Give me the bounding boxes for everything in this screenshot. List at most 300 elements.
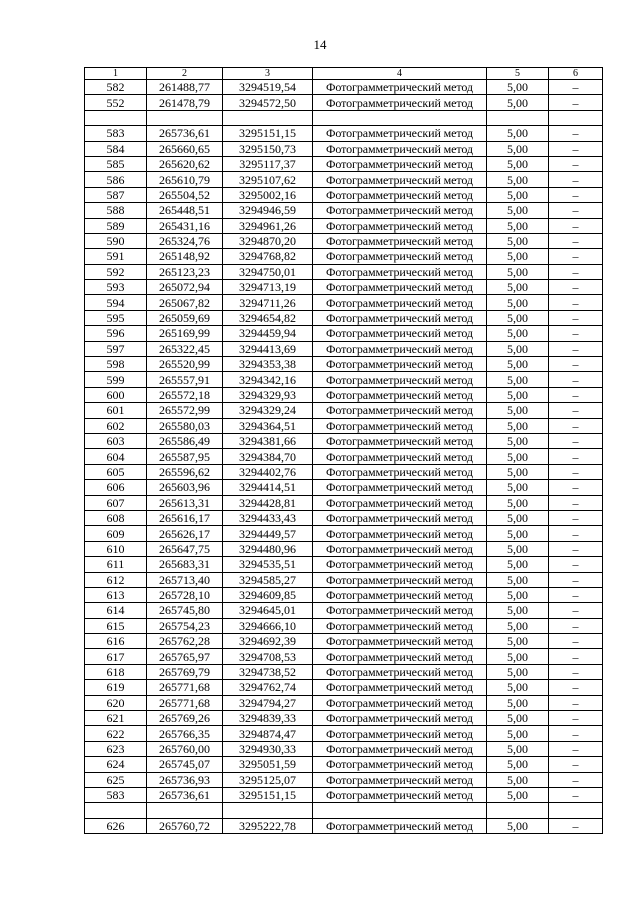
method-cell: Фотограмметрический метод bbox=[313, 618, 487, 633]
note-cell: – bbox=[549, 634, 603, 649]
point-number-cell: 624 bbox=[85, 757, 147, 772]
table-row bbox=[85, 233, 603, 248]
note-cell: – bbox=[549, 264, 603, 279]
method-cell: Фотограмметрический метод bbox=[313, 495, 487, 510]
table-row bbox=[85, 80, 603, 95]
x-coordinate-cell: 265771,68 bbox=[147, 695, 223, 710]
note-cell: – bbox=[549, 233, 603, 248]
point-number-cell: 615 bbox=[85, 618, 147, 633]
accuracy-cell: 5,00 bbox=[487, 557, 549, 572]
point-number-cell: 599 bbox=[85, 372, 147, 387]
x-coordinate-cell: 265572,99 bbox=[147, 403, 223, 418]
note-cell: – bbox=[549, 711, 603, 726]
y-coordinate-cell: 3294433,43 bbox=[223, 510, 313, 525]
point-number-cell: 607 bbox=[85, 495, 147, 510]
y-coordinate-cell: 3295125,07 bbox=[223, 772, 313, 787]
x-coordinate-cell: 265736,61 bbox=[147, 126, 223, 141]
column-header: 6 bbox=[549, 68, 603, 80]
accuracy-cell: 5,00 bbox=[487, 156, 549, 171]
y-coordinate-cell: 3294750,01 bbox=[223, 264, 313, 279]
method-cell: Фотограмметрический метод bbox=[313, 741, 487, 756]
x-coordinate-cell: 265766,35 bbox=[147, 726, 223, 741]
y-coordinate-cell: 3294381,66 bbox=[223, 433, 313, 448]
accuracy-cell: 5,00 bbox=[487, 264, 549, 279]
point-number-cell: 613 bbox=[85, 587, 147, 602]
method-cell: Фотограмметрический метод bbox=[313, 249, 487, 264]
x-coordinate-cell: 265169,99 bbox=[147, 326, 223, 341]
y-coordinate-cell: 3294708,53 bbox=[223, 649, 313, 664]
x-coordinate-cell: 265596,62 bbox=[147, 464, 223, 479]
method-cell: Фотограмметрический метод bbox=[313, 480, 487, 495]
table-row bbox=[85, 495, 603, 510]
method-cell: Фотограмметрический метод bbox=[313, 680, 487, 695]
method-cell: Фотограмметрический метод bbox=[313, 326, 487, 341]
x-coordinate-cell: 265504,52 bbox=[147, 187, 223, 202]
point-number-cell: 583 bbox=[85, 126, 147, 141]
table-row bbox=[85, 187, 603, 202]
y-coordinate-cell: 3294961,26 bbox=[223, 218, 313, 233]
note-cell: – bbox=[549, 726, 603, 741]
table-row bbox=[85, 464, 603, 479]
y-coordinate-cell: 3294666,10 bbox=[223, 618, 313, 633]
x-coordinate-cell: 265059,69 bbox=[147, 310, 223, 325]
method-cell: Фотограмметрический метод bbox=[313, 156, 487, 171]
y-coordinate-cell: 3294384,70 bbox=[223, 449, 313, 464]
accuracy-cell: 5,00 bbox=[487, 218, 549, 233]
y-coordinate-cell: 3295002,16 bbox=[223, 187, 313, 202]
x-coordinate-cell: 265683,31 bbox=[147, 557, 223, 572]
point-number-cell: 602 bbox=[85, 418, 147, 433]
table-row bbox=[85, 587, 603, 602]
x-coordinate-cell: 265067,82 bbox=[147, 295, 223, 310]
y-coordinate-cell: 3294585,27 bbox=[223, 572, 313, 587]
accuracy-cell: 5,00 bbox=[487, 787, 549, 802]
accuracy-cell: 5,00 bbox=[487, 541, 549, 556]
y-coordinate-cell: 3295051,59 bbox=[223, 757, 313, 772]
accuracy-cell: 5,00 bbox=[487, 587, 549, 602]
x-coordinate-cell: 265148,92 bbox=[147, 249, 223, 264]
point-number-cell: 590 bbox=[85, 233, 147, 248]
note-cell: – bbox=[549, 218, 603, 233]
coordinates-table bbox=[84, 67, 603, 834]
point-number-cell: 605 bbox=[85, 464, 147, 479]
accuracy-cell: 5,00 bbox=[487, 95, 549, 110]
y-coordinate-cell: 3294874,47 bbox=[223, 726, 313, 741]
accuracy-cell: 5,00 bbox=[487, 433, 549, 448]
x-coordinate-cell: 265123,23 bbox=[147, 264, 223, 279]
y-coordinate-cell: 3295150,73 bbox=[223, 141, 313, 156]
method-cell: Фотограмметрический метод bbox=[313, 218, 487, 233]
method-cell: Фотограмметрический метод bbox=[313, 280, 487, 295]
accuracy-cell: 5,00 bbox=[487, 649, 549, 664]
x-coordinate-cell: 265616,17 bbox=[147, 510, 223, 525]
note-cell: – bbox=[549, 587, 603, 602]
accuracy-cell: 5,00 bbox=[487, 618, 549, 633]
accuracy-cell: 5,00 bbox=[487, 172, 549, 187]
note-cell: – bbox=[549, 572, 603, 587]
x-coordinate-cell: 265620,62 bbox=[147, 156, 223, 171]
accuracy-cell: 5,00 bbox=[487, 680, 549, 695]
point-number-cell: 595 bbox=[85, 310, 147, 325]
method-cell: Фотограмметрический метод bbox=[313, 310, 487, 325]
x-coordinate-cell bbox=[147, 110, 223, 125]
y-coordinate-cell: 3294692,39 bbox=[223, 634, 313, 649]
y-coordinate-cell: 3294768,82 bbox=[223, 249, 313, 264]
method-cell: Фотограмметрический метод bbox=[313, 510, 487, 525]
accuracy-cell: 5,00 bbox=[487, 295, 549, 310]
y-coordinate-cell: 3294930,33 bbox=[223, 741, 313, 756]
note-cell: – bbox=[549, 541, 603, 556]
note-cell: – bbox=[549, 310, 603, 325]
accuracy-cell: 5,00 bbox=[487, 310, 549, 325]
table-row bbox=[85, 664, 603, 679]
table-row bbox=[85, 510, 603, 525]
y-coordinate-cell: 3294645,01 bbox=[223, 603, 313, 618]
accuracy-cell: 5,00 bbox=[487, 695, 549, 710]
accuracy-cell: 5,00 bbox=[487, 141, 549, 156]
x-coordinate-cell: 265603,96 bbox=[147, 480, 223, 495]
point-number-cell: 600 bbox=[85, 387, 147, 402]
y-coordinate-cell: 3294342,16 bbox=[223, 372, 313, 387]
table-row bbox=[85, 110, 603, 125]
point-number-cell: 616 bbox=[85, 634, 147, 649]
note-cell: – bbox=[549, 464, 603, 479]
point-number-cell: 614 bbox=[85, 603, 147, 618]
note-cell: – bbox=[549, 741, 603, 756]
method-cell: Фотограмметрический метод bbox=[313, 818, 487, 833]
x-coordinate-cell: 265322,45 bbox=[147, 341, 223, 356]
table-row bbox=[85, 95, 603, 110]
table-row bbox=[85, 572, 603, 587]
table-row bbox=[85, 310, 603, 325]
accuracy-cell: 5,00 bbox=[487, 387, 549, 402]
accuracy-cell: 5,00 bbox=[487, 326, 549, 341]
method-cell: Фотограмметрический метод bbox=[313, 95, 487, 110]
table-row bbox=[85, 695, 603, 710]
table-row bbox=[85, 818, 603, 833]
point-number-cell: 601 bbox=[85, 403, 147, 418]
note-cell: – bbox=[549, 357, 603, 372]
point-number-cell: 623 bbox=[85, 741, 147, 756]
x-coordinate-cell: 265713,40 bbox=[147, 572, 223, 587]
x-coordinate-cell: 265765,97 bbox=[147, 649, 223, 664]
table-row bbox=[85, 526, 603, 541]
accuracy-cell: 5,00 bbox=[487, 510, 549, 525]
column-header: 4 bbox=[313, 68, 487, 80]
accuracy-cell: 5,00 bbox=[487, 495, 549, 510]
column-header: 1 bbox=[85, 68, 147, 80]
point-number-cell: 584 bbox=[85, 141, 147, 156]
point-number-cell: 582 bbox=[85, 80, 147, 95]
table-row bbox=[85, 418, 603, 433]
note-cell: – bbox=[549, 664, 603, 679]
accuracy-cell: 5,00 bbox=[487, 480, 549, 495]
y-coordinate-cell: 3294654,82 bbox=[223, 310, 313, 325]
table-row bbox=[85, 218, 603, 233]
note-cell bbox=[549, 803, 603, 818]
note-cell: – bbox=[549, 757, 603, 772]
point-number-cell: 591 bbox=[85, 249, 147, 264]
point-number-cell: 603 bbox=[85, 433, 147, 448]
y-coordinate-cell: 3295117,37 bbox=[223, 156, 313, 171]
point-number-cell: 625 bbox=[85, 772, 147, 787]
note-cell: – bbox=[549, 187, 603, 202]
table-header-row bbox=[85, 68, 603, 80]
x-coordinate-cell: 265626,17 bbox=[147, 526, 223, 541]
table-row bbox=[85, 741, 603, 756]
table-row bbox=[85, 634, 603, 649]
table-body bbox=[85, 80, 603, 834]
note-cell bbox=[549, 110, 603, 125]
note-cell: – bbox=[549, 280, 603, 295]
note-cell: – bbox=[549, 95, 603, 110]
accuracy-cell: 5,00 bbox=[487, 664, 549, 679]
table-row bbox=[85, 156, 603, 171]
x-coordinate-cell: 265660,65 bbox=[147, 141, 223, 156]
x-coordinate-cell: 265586,49 bbox=[147, 433, 223, 448]
x-coordinate-cell: 265448,51 bbox=[147, 203, 223, 218]
accuracy-cell: 5,00 bbox=[487, 818, 549, 833]
point-number-cell: 606 bbox=[85, 480, 147, 495]
table-row bbox=[85, 757, 603, 772]
method-cell: Фотограмметрический метод bbox=[313, 126, 487, 141]
accuracy-cell: 5,00 bbox=[487, 726, 549, 741]
accuracy-cell bbox=[487, 110, 549, 125]
accuracy-cell: 5,00 bbox=[487, 280, 549, 295]
accuracy-cell: 5,00 bbox=[487, 772, 549, 787]
y-coordinate-cell: 3294794,27 bbox=[223, 695, 313, 710]
y-coordinate-cell: 3294870,20 bbox=[223, 233, 313, 248]
method-cell: Фотограмметрический метод bbox=[313, 449, 487, 464]
table-row bbox=[85, 541, 603, 556]
x-coordinate-cell: 265072,94 bbox=[147, 280, 223, 295]
note-cell: – bbox=[549, 433, 603, 448]
x-coordinate-cell: 265431,16 bbox=[147, 218, 223, 233]
table-row bbox=[85, 280, 603, 295]
method-cell: Фотограмметрический метод bbox=[313, 372, 487, 387]
table-row bbox=[85, 403, 603, 418]
accuracy-cell: 5,00 bbox=[487, 233, 549, 248]
note-cell: – bbox=[549, 403, 603, 418]
method-cell: Фотограмметрический метод bbox=[313, 557, 487, 572]
accuracy-cell: 5,00 bbox=[487, 341, 549, 356]
note-cell: – bbox=[549, 387, 603, 402]
point-number-cell: 612 bbox=[85, 572, 147, 587]
method-cell: Фотограмметрический метод bbox=[313, 664, 487, 679]
table-row bbox=[85, 711, 603, 726]
method-cell: Фотограмметрический метод bbox=[313, 787, 487, 802]
y-coordinate-cell: 3294572,50 bbox=[223, 95, 313, 110]
note-cell: – bbox=[549, 141, 603, 156]
method-cell: Фотограмметрический метод bbox=[313, 203, 487, 218]
table-row bbox=[85, 341, 603, 356]
method-cell: Фотограмметрический метод bbox=[313, 387, 487, 402]
method-cell: Фотограмметрический метод bbox=[313, 233, 487, 248]
y-coordinate-cell: 3294762,74 bbox=[223, 680, 313, 695]
table-row bbox=[85, 326, 603, 341]
x-coordinate-cell: 261478,79 bbox=[147, 95, 223, 110]
x-coordinate-cell bbox=[147, 803, 223, 818]
x-coordinate-cell: 265610,79 bbox=[147, 172, 223, 187]
point-number-cell: 597 bbox=[85, 341, 147, 356]
method-cell: Фотограмметрический метод bbox=[313, 172, 487, 187]
table-row bbox=[85, 172, 603, 187]
y-coordinate-cell: 3294711,26 bbox=[223, 295, 313, 310]
y-coordinate-cell: 3294713,19 bbox=[223, 280, 313, 295]
point-number-cell: 593 bbox=[85, 280, 147, 295]
accuracy-cell: 5,00 bbox=[487, 126, 549, 141]
point-number-cell: 604 bbox=[85, 449, 147, 464]
x-coordinate-cell: 265762,28 bbox=[147, 634, 223, 649]
x-coordinate-cell: 265736,61 bbox=[147, 787, 223, 802]
point-number-cell: 619 bbox=[85, 680, 147, 695]
accuracy-cell: 5,00 bbox=[487, 464, 549, 479]
x-coordinate-cell: 265745,07 bbox=[147, 757, 223, 772]
point-number-cell: 620 bbox=[85, 695, 147, 710]
note-cell: – bbox=[549, 510, 603, 525]
table-row bbox=[85, 803, 603, 818]
method-cell: Фотограмметрический метод bbox=[313, 341, 487, 356]
y-coordinate-cell: 3294480,96 bbox=[223, 541, 313, 556]
y-coordinate-cell: 3294839,33 bbox=[223, 711, 313, 726]
table-row bbox=[85, 357, 603, 372]
table-row bbox=[85, 433, 603, 448]
accuracy-cell: 5,00 bbox=[487, 757, 549, 772]
method-cell: Фотограмметрический метод bbox=[313, 726, 487, 741]
table-row bbox=[85, 295, 603, 310]
point-number-cell: 621 bbox=[85, 711, 147, 726]
method-cell: Фотограмметрический метод bbox=[313, 603, 487, 618]
table-row bbox=[85, 772, 603, 787]
y-coordinate-cell: 3295151,15 bbox=[223, 787, 313, 802]
y-coordinate-cell: 3294413,69 bbox=[223, 341, 313, 356]
accuracy-cell: 5,00 bbox=[487, 711, 549, 726]
table-row bbox=[85, 480, 603, 495]
y-coordinate-cell: 3295222,78 bbox=[223, 818, 313, 833]
page-number: 14 bbox=[313, 37, 327, 52]
y-coordinate-cell: 3294535,51 bbox=[223, 557, 313, 572]
accuracy-cell: 5,00 bbox=[487, 418, 549, 433]
note-cell: – bbox=[549, 649, 603, 664]
point-number-cell: 588 bbox=[85, 203, 147, 218]
method-cell: Фотограмметрический метод bbox=[313, 295, 487, 310]
column-header: 5 bbox=[487, 68, 549, 80]
note-cell: – bbox=[549, 172, 603, 187]
table-row bbox=[85, 726, 603, 741]
note-cell: – bbox=[549, 418, 603, 433]
accuracy-cell bbox=[487, 803, 549, 818]
accuracy-cell: 5,00 bbox=[487, 741, 549, 756]
x-coordinate-cell: 265572,18 bbox=[147, 387, 223, 402]
accuracy-cell: 5,00 bbox=[487, 403, 549, 418]
y-coordinate-cell bbox=[223, 803, 313, 818]
note-cell: – bbox=[549, 341, 603, 356]
table-row bbox=[85, 649, 603, 664]
column-header: 3 bbox=[223, 68, 313, 80]
point-number-cell: 586 bbox=[85, 172, 147, 187]
y-coordinate-cell: 3294329,93 bbox=[223, 387, 313, 402]
table-row bbox=[85, 372, 603, 387]
x-coordinate-cell: 265324,76 bbox=[147, 233, 223, 248]
point-number-cell: 583 bbox=[85, 787, 147, 802]
method-cell: Фотограмметрический метод bbox=[313, 649, 487, 664]
accuracy-cell: 5,00 bbox=[487, 526, 549, 541]
note-cell: – bbox=[549, 372, 603, 387]
method-cell: Фотограмметрический метод bbox=[313, 464, 487, 479]
accuracy-cell: 5,00 bbox=[487, 449, 549, 464]
x-coordinate-cell: 265613,31 bbox=[147, 495, 223, 510]
point-number-cell: 552 bbox=[85, 95, 147, 110]
note-cell: – bbox=[549, 80, 603, 95]
method-cell: Фотограмметрический метод bbox=[313, 357, 487, 372]
note-cell: – bbox=[549, 787, 603, 802]
note-cell: – bbox=[549, 449, 603, 464]
point-number-cell: 585 bbox=[85, 156, 147, 171]
point-number-cell bbox=[85, 803, 147, 818]
y-coordinate-cell bbox=[223, 110, 313, 125]
method-cell: Фотограмметрический метод bbox=[313, 757, 487, 772]
note-cell: – bbox=[549, 680, 603, 695]
point-number-cell: 609 bbox=[85, 526, 147, 541]
x-coordinate-cell: 265728,10 bbox=[147, 587, 223, 602]
column-header: 2 bbox=[147, 68, 223, 80]
x-coordinate-cell: 265587,95 bbox=[147, 449, 223, 464]
point-number-cell: 589 bbox=[85, 218, 147, 233]
method-cell: Фотограмметрический метод bbox=[313, 572, 487, 587]
x-coordinate-cell: 265769,79 bbox=[147, 664, 223, 679]
point-number-cell: 617 bbox=[85, 649, 147, 664]
point-number-cell: 610 bbox=[85, 541, 147, 556]
note-cell: – bbox=[549, 695, 603, 710]
method-cell: Фотограмметрический метод bbox=[313, 403, 487, 418]
method-cell: Фотограмметрический метод bbox=[313, 141, 487, 156]
method-cell: Фотограмметрический метод bbox=[313, 264, 487, 279]
note-cell: – bbox=[549, 203, 603, 218]
accuracy-cell: 5,00 bbox=[487, 80, 549, 95]
x-coordinate-cell: 265520,99 bbox=[147, 357, 223, 372]
table-row bbox=[85, 787, 603, 802]
method-cell: Фотограмметрический метод bbox=[313, 526, 487, 541]
method-cell: Фотограмметрический метод bbox=[313, 433, 487, 448]
note-cell: – bbox=[549, 557, 603, 572]
table-row bbox=[85, 126, 603, 141]
method-cell: Фотограмметрический метод bbox=[313, 634, 487, 649]
accuracy-cell: 5,00 bbox=[487, 203, 549, 218]
method-cell: Фотограмметрический метод bbox=[313, 541, 487, 556]
note-cell: – bbox=[549, 295, 603, 310]
x-coordinate-cell: 265771,68 bbox=[147, 680, 223, 695]
point-number-cell: 611 bbox=[85, 557, 147, 572]
x-coordinate-cell: 265760,00 bbox=[147, 741, 223, 756]
y-coordinate-cell: 3294364,51 bbox=[223, 418, 313, 433]
x-coordinate-cell: 265769,26 bbox=[147, 711, 223, 726]
table-row bbox=[85, 203, 603, 218]
x-coordinate-cell: 265745,80 bbox=[147, 603, 223, 618]
accuracy-cell: 5,00 bbox=[487, 572, 549, 587]
y-coordinate-cell: 3294609,85 bbox=[223, 587, 313, 602]
method-cell: Фотограмметрический метод bbox=[313, 187, 487, 202]
point-number-cell: 622 bbox=[85, 726, 147, 741]
note-cell: – bbox=[549, 818, 603, 833]
y-coordinate-cell: 3294459,94 bbox=[223, 326, 313, 341]
x-coordinate-cell: 265557,91 bbox=[147, 372, 223, 387]
x-coordinate-cell: 265580,03 bbox=[147, 418, 223, 433]
method-cell: Фотограмметрический метод bbox=[313, 695, 487, 710]
y-coordinate-cell: 3294414,51 bbox=[223, 480, 313, 495]
note-cell: – bbox=[549, 603, 603, 618]
x-coordinate-cell: 265647,75 bbox=[147, 541, 223, 556]
note-cell: – bbox=[549, 495, 603, 510]
